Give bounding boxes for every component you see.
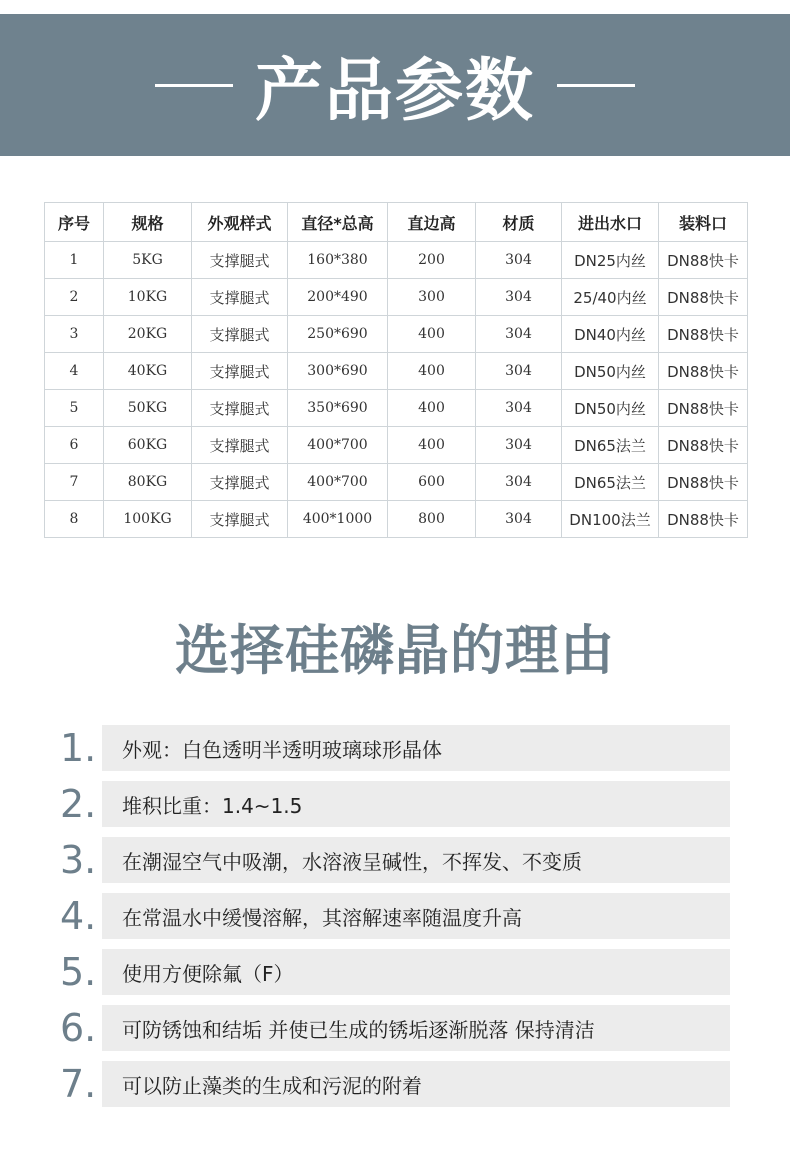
reason-text: 堆积比重：1.4~1.5 bbox=[102, 781, 730, 827]
table-cell: DN88快卡 bbox=[659, 242, 748, 279]
table-cell: 304 bbox=[476, 427, 562, 464]
table-row bbox=[45, 242, 748, 279]
banner-title: 产品参数 bbox=[254, 51, 535, 131]
header-cell: 直径*总高 bbox=[288, 203, 388, 242]
right-dash-decoration bbox=[557, 84, 635, 87]
table-cell: 400 bbox=[388, 316, 476, 353]
table-cell: DN88快卡 bbox=[659, 279, 748, 316]
reason-number: 4. bbox=[60, 894, 97, 938]
table-cell: 304 bbox=[476, 279, 562, 316]
table-cell: DN50内丝 bbox=[562, 353, 659, 390]
reason-text: 使用方便除氟（F） bbox=[102, 949, 730, 995]
reason-item bbox=[60, 836, 730, 884]
table-cell: 7 bbox=[45, 464, 104, 501]
title-banner bbox=[0, 14, 790, 156]
table-cell: 400*700 bbox=[288, 464, 388, 501]
table-cell: 5KG bbox=[104, 242, 192, 279]
table-cell: 2 bbox=[45, 279, 104, 316]
reason-number: 2. bbox=[60, 782, 97, 826]
reason-text: 在常温水中缓慢溶解，其溶解速率随温度升高 bbox=[102, 893, 730, 939]
table-cell: 25/40内丝 bbox=[562, 279, 659, 316]
table-cell: DN100法兰 bbox=[562, 501, 659, 538]
reason-text: 在潮湿空气中吸潮，水溶液呈碱性，不挥发、不变质 bbox=[102, 837, 730, 883]
table-row bbox=[45, 279, 748, 316]
table-cell: 20KG bbox=[104, 316, 192, 353]
reason-number: 3. bbox=[60, 838, 97, 882]
table-cell: 8 bbox=[45, 501, 104, 538]
table-cell: 支撑腿式 bbox=[192, 242, 288, 279]
table-cell: DN88快卡 bbox=[659, 427, 748, 464]
table-cell: 304 bbox=[476, 316, 562, 353]
table-cell: DN88快卡 bbox=[659, 353, 748, 390]
table-cell: DN88快卡 bbox=[659, 390, 748, 427]
table-cell: 304 bbox=[476, 242, 562, 279]
table-cell: 304 bbox=[476, 353, 562, 390]
table-cell: 600 bbox=[388, 464, 476, 501]
table-cell: 支撑腿式 bbox=[192, 279, 288, 316]
table-cell: DN65法兰 bbox=[562, 464, 659, 501]
table-cell: 300 bbox=[388, 279, 476, 316]
table-cell: 800 bbox=[388, 501, 476, 538]
reason-item bbox=[60, 780, 730, 828]
table-cell: 200*490 bbox=[288, 279, 388, 316]
reasons-title: 选择硅磷晶的理由 bbox=[175, 619, 615, 682]
table-cell: 400 bbox=[388, 353, 476, 390]
table-cell: 400*1000 bbox=[288, 501, 388, 538]
table-row bbox=[45, 464, 748, 501]
table-cell: 支撑腿式 bbox=[192, 427, 288, 464]
table-cell: DN40内丝 bbox=[562, 316, 659, 353]
header-cell: 进出水口 bbox=[562, 203, 659, 242]
table-cell: 300*690 bbox=[288, 353, 388, 390]
header-cell: 外观样式 bbox=[192, 203, 288, 242]
table-cell: 400*700 bbox=[288, 427, 388, 464]
table-cell: 支撑腿式 bbox=[192, 464, 288, 501]
table-cell: DN50内丝 bbox=[562, 390, 659, 427]
left-dash-decoration bbox=[155, 84, 233, 87]
product-spec-table bbox=[44, 202, 748, 538]
table-cell: 160*380 bbox=[288, 242, 388, 279]
reason-item bbox=[60, 1060, 730, 1108]
reason-number: 6. bbox=[60, 1006, 97, 1050]
table-cell: 1 bbox=[45, 242, 104, 279]
header-cell: 材质 bbox=[476, 203, 562, 242]
table-row bbox=[45, 316, 748, 353]
table-cell: 400 bbox=[388, 390, 476, 427]
reason-item bbox=[60, 1004, 730, 1052]
header-cell: 序号 bbox=[45, 203, 104, 242]
table-row bbox=[45, 390, 748, 427]
table-cell: 5 bbox=[45, 390, 104, 427]
reason-item bbox=[60, 948, 730, 996]
table-cell: 3 bbox=[45, 316, 104, 353]
table-cell: 支撑腿式 bbox=[192, 390, 288, 427]
reason-text: 可以防止藻类的生成和污泥的附着 bbox=[102, 1061, 730, 1107]
table-cell: DN88快卡 bbox=[659, 501, 748, 538]
table-row bbox=[45, 353, 748, 390]
table-cell: 4 bbox=[45, 353, 104, 390]
reason-text: 可防锈蚀和结垢 并使已生成的锈垢逐渐脱落 保持清洁 bbox=[102, 1005, 730, 1051]
table-cell: 40KG bbox=[104, 353, 192, 390]
table-cell: 支撑腿式 bbox=[192, 501, 288, 538]
table-cell: 200 bbox=[388, 242, 476, 279]
table-cell: DN65法兰 bbox=[562, 427, 659, 464]
table-row bbox=[45, 501, 748, 538]
table-cell: 80KG bbox=[104, 464, 192, 501]
header-cell: 规格 bbox=[104, 203, 192, 242]
table-row bbox=[45, 427, 748, 464]
table-cell: 支撑腿式 bbox=[192, 316, 288, 353]
table-cell: 250*690 bbox=[288, 316, 388, 353]
reason-number: 1. bbox=[60, 726, 97, 770]
table-cell: 50KG bbox=[104, 390, 192, 427]
reason-number: 7. bbox=[60, 1062, 97, 1106]
reason-number: 5. bbox=[60, 950, 97, 994]
table-cell: DN88快卡 bbox=[659, 316, 748, 353]
table-cell: 350*690 bbox=[288, 390, 388, 427]
reason-text: 外观：白色透明半透明玻璃球形晶体 bbox=[102, 725, 730, 771]
reasons-list bbox=[60, 724, 730, 1116]
table-cell: 304 bbox=[476, 464, 562, 501]
table-cell: 100KG bbox=[104, 501, 192, 538]
header-cell: 直边高 bbox=[388, 203, 476, 242]
table-cell: DN88快卡 bbox=[659, 464, 748, 501]
table-cell: 400 bbox=[388, 427, 476, 464]
reason-item bbox=[60, 892, 730, 940]
table-cell: 304 bbox=[476, 501, 562, 538]
table-cell: 304 bbox=[476, 390, 562, 427]
reason-item bbox=[60, 724, 730, 772]
table-header-row bbox=[45, 203, 748, 242]
table-cell: 6 bbox=[45, 427, 104, 464]
table-cell: 60KG bbox=[104, 427, 192, 464]
header-cell: 装料口 bbox=[659, 203, 748, 242]
table-cell: 10KG bbox=[104, 279, 192, 316]
table-cell: DN25内丝 bbox=[562, 242, 659, 279]
table-cell: 支撑腿式 bbox=[192, 353, 288, 390]
